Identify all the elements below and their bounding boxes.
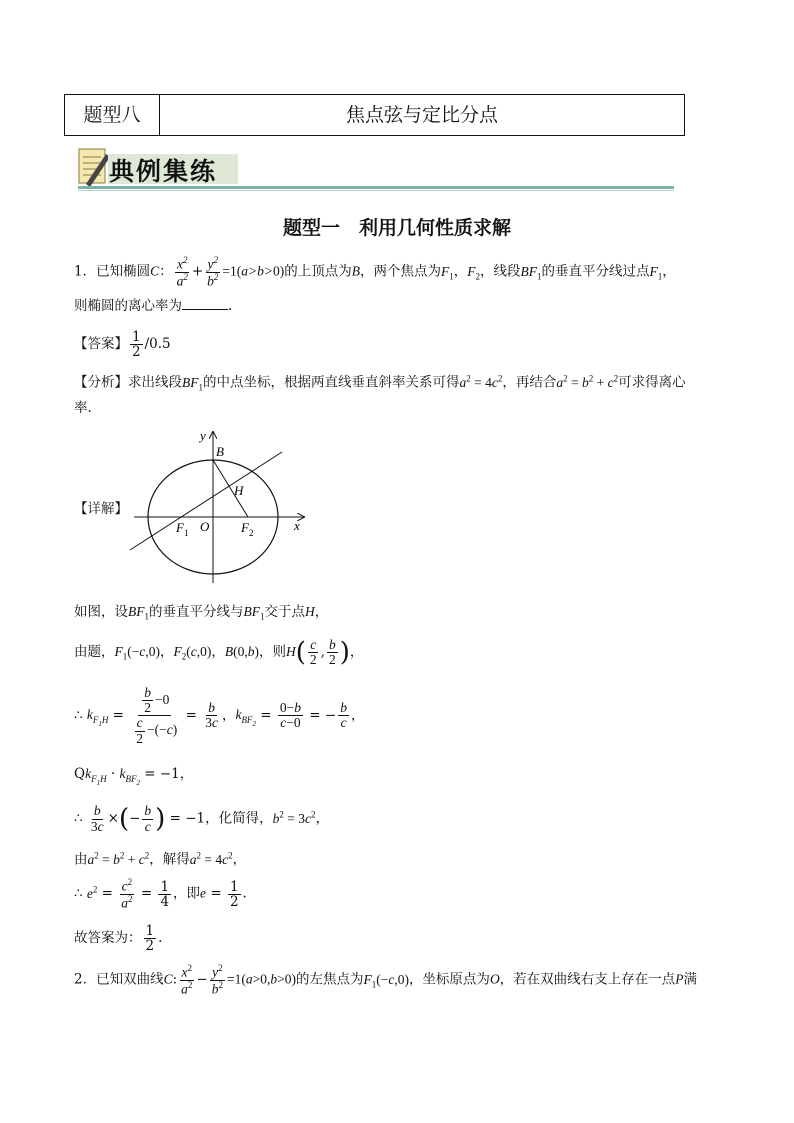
label-h: H — [234, 483, 244, 498]
label-f1-sub: 1 — [184, 528, 189, 538]
detail-label: 【详解】 — [74, 501, 128, 517]
sol-line2: 由题，$F_1(-c,0)$，$F_2(c,0)$，B(0,b)，则H( $\frac{c}{2}$ , $\frac{b}{2}$ )， — [74, 637, 364, 668]
label-f2: F — [241, 520, 249, 535]
label-x: x — [294, 518, 300, 533]
q1-line2: 则椭圆的离心率为 . — [74, 298, 233, 314]
label-o: O — [200, 519, 210, 534]
q1-text-mid3: ，线段 — [480, 263, 521, 280]
notebook-pen-icon — [76, 146, 112, 188]
banner-text: 典例集练 — [109, 157, 218, 186]
label-f2-sub: 2 — [249, 528, 254, 538]
answer-label: 【答案】 — [74, 336, 128, 353]
q2-line1: 2．已知双曲线C: $\frac{x^2}{a^2}$ − $\frac{y^2}{b^2}$ =1(a>0,b>0)的左焦点为$F_1(-c,0)$，坐标原点为O，若在双曲线右支上存在一点P满 — [74, 963, 697, 997]
sol-line6: 由$a^2 = b^2 + c^2$，解得$a^2 = 4c^2$， — [74, 850, 247, 868]
bisector-line — [130, 452, 282, 550]
sol-line5: ∴ $\frac{b}{3c}$ ×(− $\frac{b}{c}$ ) = −1，化简得，$b^2 = 3c^2$， — [74, 803, 329, 834]
header-label: 题型八 — [65, 95, 160, 135]
label-b: B — [216, 444, 224, 459]
sol-line3: ∴ $k_{F_1H}$ = $\frac{b}{2}$ −0 $\frac{c}{2}$ −(−c) = $\frac{b}{3c}$ ，$k_{BF_2}$ = $\frac{0-b}{c-0}$ = − $\frac{b}{c}$ ， — [74, 685, 365, 746]
sol-line4: $Qk_{F_1H} \cdot k_{BF_2} = -1$， — [74, 766, 194, 787]
q1-number: 1． — [74, 263, 97, 280]
q1-line2-text: 则椭圆的离心率为 — [74, 298, 182, 314]
q1-analysis-line2: 率. — [74, 400, 92, 416]
sol-final: 故答案为： $\frac{1}{2}$ . — [74, 923, 163, 955]
banner-rule-top — [78, 186, 674, 189]
label-y: y — [200, 428, 206, 443]
q1-text-mid4: 的垂直平分线过点 — [541, 263, 650, 280]
q1-line1: 1．已知椭圆C： $\frac{x^2}{a^2}$ + $\frac{y^2}{b^2}$ =1(a>b>0)的上顶点为B，两个焦点为$F_1$，$F_2$，线段$BF_1$的垂直平分线过点$F_1$， — [74, 255, 676, 289]
label-f1: F — [176, 520, 184, 535]
sol-line7: ∴ $e^2$ = $\frac{c^2}{a^2}$ = $\frac{1}{4}$ ，即e = $\frac{1}{2}$ . — [74, 877, 247, 911]
section-title: 题型一 利用几何性质求解 — [282, 217, 511, 239]
ellipse-figure — [124, 428, 324, 588]
sol-line1: 如图，设$BF_1$的垂直平分线与$BF_1$交于点H， — [74, 604, 329, 622]
answer-blank — [182, 297, 228, 310]
banner-rule-bottom — [78, 190, 674, 191]
q1-text-mid: 的上顶点为 — [284, 263, 352, 280]
answer-alt: /0.5 — [144, 336, 171, 353]
analysis-label: 【分析】 — [74, 374, 128, 391]
q1-prefix: 已知椭圆 — [96, 263, 151, 280]
header-box — [64, 94, 685, 136]
q1-text-mid2: ，两个焦点为 — [360, 263, 442, 280]
header-title: 焦点弦与定比分点 — [345, 104, 498, 126]
q1-analysis: 【分析】求出线段$BF_1$的中点坐标，根据两直线垂直斜率关系可得$a^2 = 4c^2$，再结合$a^2 = b^2 + c^2$可求得离心 — [74, 373, 686, 393]
q2-number: 2． — [74, 971, 97, 988]
banner — [76, 146, 676, 196]
q1-answer: 【答案】 $\frac{1}{2}$ /0.5 — [74, 329, 171, 361]
